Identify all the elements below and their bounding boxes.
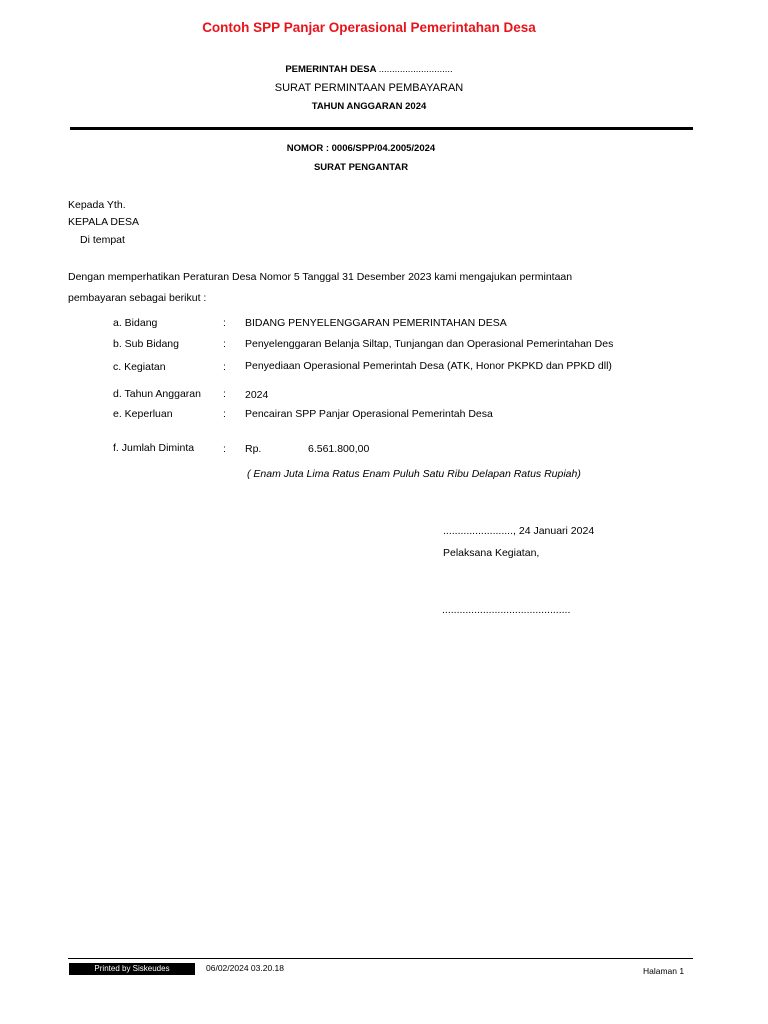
- signature-name-placeholder: ............................................: [442, 604, 571, 616]
- amount-value: 6.561.800,00: [308, 443, 370, 455]
- signature-role: Pelaksana Kegiatan,: [443, 547, 540, 559]
- item-colon: :: [223, 408, 226, 420]
- addressee-title: KEPALA DESA: [68, 216, 140, 228]
- item-label: e. Keperluan: [113, 408, 173, 420]
- item-colon: :: [223, 338, 226, 350]
- page-number: Halaman 1: [643, 966, 685, 976]
- letter-title: SURAT PERMINTAAN PEMBAYARAN: [274, 82, 464, 94]
- item-value: Penyelenggaran Belanja Siltap, Tunjangan dan Operasional Pemerintahan Des: [245, 338, 614, 350]
- gov-label: PEMERINTAH DESA: [285, 64, 377, 75]
- footer-divider: [68, 958, 693, 959]
- item-label: c. Kegiatan: [113, 361, 166, 373]
- signature-date: ........................, 24 Januari 2024: [443, 525, 595, 537]
- print-timestamp: 06/02/2024 03.20.18: [206, 963, 284, 973]
- addressee-greeting: Kepada Yth.: [68, 199, 126, 211]
- item-label: a. Bidang: [113, 317, 158, 329]
- item-value: Penyediaan Operasional Pemerintah Desa (ATK, Honor PKPKD dan PPKD dll): [245, 360, 612, 372]
- amount-in-words: ( Enam Juta Lima Ratus Enam Puluh Satu Ribu Delapan Ratus Rupiah): [247, 468, 581, 480]
- item-label: b. Sub Bidang: [113, 338, 179, 350]
- header-divider: [70, 127, 693, 130]
- item-colon: :: [223, 317, 226, 329]
- amount-currency: Rp.: [245, 443, 262, 455]
- intro-line-2: pembayaran sebagai berikut :: [68, 292, 207, 304]
- fiscal-year: TAHUN ANGGARAN 2024: [311, 101, 427, 112]
- gov-header: [0, 64, 738, 75]
- item-value: Pencairan SPP Panjar Operasional Pemerintah Desa: [245, 408, 493, 420]
- letter-number: NOMOR : 0006/SPP/04.2005/2024: [286, 143, 436, 154]
- item-colon: :: [223, 361, 226, 373]
- printed-by-badge: Printed by Siskeudes: [69, 963, 195, 975]
- amount-label: f. Jumlah Diminta: [113, 442, 195, 454]
- document-title: Contoh SPP Panjar Operasional Pemerintahan Desa: [202, 20, 536, 35]
- item-value: BIDANG PENYELENGGARAN PEMERINTAHAN DESA: [245, 317, 507, 329]
- gov-name-placeholder: ............................: [378, 64, 453, 75]
- item-colon: :: [223, 388, 226, 400]
- intro-line-1: Dengan memperhatikan Peraturan Desa Nomor 5 Tanggal 31 Desember 2023 kami mengajukan permintaan: [68, 271, 573, 283]
- amount-colon: :: [223, 443, 226, 455]
- item-label: d. Tahun Anggaran: [113, 388, 201, 400]
- item-value: 2024: [245, 389, 269, 401]
- addressee-place: Di tempat: [80, 234, 125, 246]
- letter-subject: SURAT PENGANTAR: [313, 162, 409, 173]
